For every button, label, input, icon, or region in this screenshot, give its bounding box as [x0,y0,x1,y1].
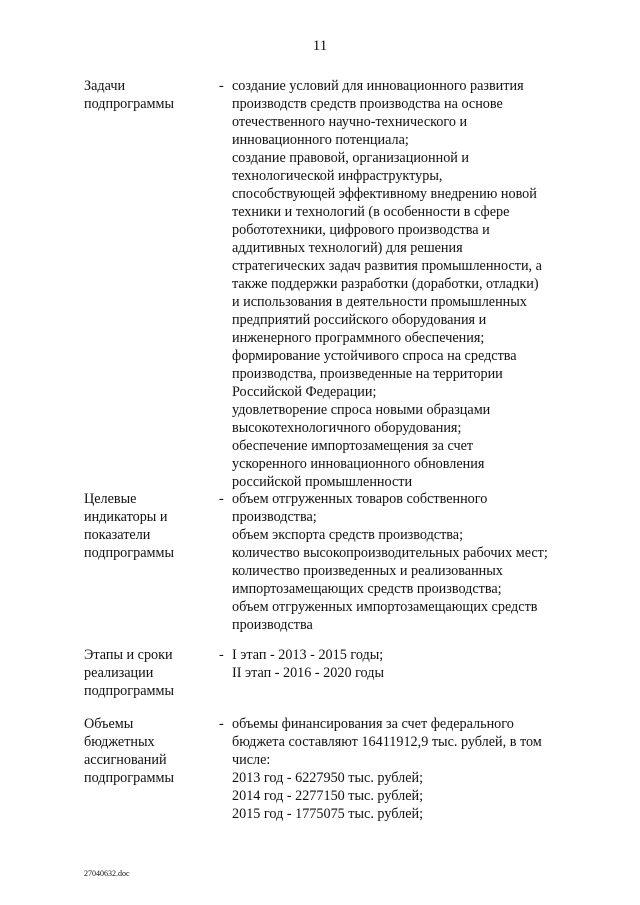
label-line: подпрограммы [84,96,174,112]
content-line: инженерного программного обеспечения; [232,330,485,346]
content-line: I этап - 2013 - 2015 годы; [232,647,384,663]
document-filename: 27040632.doc [84,869,130,878]
content-line: производства [232,617,313,633]
section-content [232,490,592,634]
content-line: и использования в деятельности промышленных [232,294,527,310]
content-line: высокотехнологичного оборудования; [232,420,462,436]
section-label [84,77,214,113]
content-line: производства; [232,509,317,525]
content-line: производства, произведенные на территории [232,366,503,382]
content-line: создание условий для инновационного развития [232,78,524,94]
label-line: подпрограммы [84,545,174,561]
content-line: аддитивных технологий) для решения [232,240,463,256]
section-label [84,490,214,562]
content-line: обеспечение импортозамещения за счет [232,438,474,454]
content-line: бюджета составляют 16411912,9 тыс. рублей, в том [232,734,542,750]
content-line: предприятий российского оборудования и [232,312,487,328]
section-label [84,646,214,700]
content-line: 2014 год - 2277150 тыс. рублей; [232,788,424,804]
label-line: показатели [84,527,151,543]
content-line: импортозамещающих средств производства; [232,581,502,597]
content-line: Российской Федерации; [232,384,377,400]
label-line: Этапы и сроки [84,647,173,663]
content-line: способствующей эффективному внедрению новой [232,186,537,202]
label-line: подпрограммы [84,770,174,786]
content-line: удовлетворение спроса новыми образцами [232,402,491,418]
label-line: ассигнований [84,752,167,768]
content-line: российской промышленности [232,474,413,490]
section-content [232,715,592,823]
label-line: Задачи [84,78,126,94]
section-content [232,77,592,491]
content-line: производств средств производства на основе [232,96,503,112]
label-line: индикаторы и [84,509,168,525]
content-line: формирование устойчивого спроса на средства [232,348,517,364]
content-line: отечественного научно-технического и [232,114,468,130]
page-number: 11 [312,38,328,54]
content-line: числе: [232,752,271,768]
content-line: II этап - 2016 - 2020 годы [232,665,384,681]
dash-marker: - [219,647,224,663]
dash-marker: - [219,491,224,507]
label-line: реализации [84,665,154,681]
content-line: объем отгруженных товаров собственного [232,491,488,507]
label-line: подпрограммы [84,683,174,699]
content-line: 2013 год - 6227950 тыс. рублей; [232,770,424,786]
content-line: объемы финансирования за счет федерального [232,716,514,732]
content-line: также поддержки разработки (доработки, отладки) [232,276,539,292]
dash-marker: - [219,78,224,94]
content-line: 2015 год - 1775075 тыс. рублей; [232,806,424,822]
dash-marker: - [219,716,224,732]
content-line: объем отгруженных импортозамещающих средств [232,599,538,615]
content-line: стратегических задач развития промышленности, а [232,258,542,274]
label-line: бюджетных [84,734,155,750]
content-line: объем экспорта средств производства; [232,527,464,543]
content-line: ускоренного инновационного обновления [232,456,485,472]
content-line: количество произведенных и реализованных [232,563,503,579]
content-line: техники и технологий (в особенности в сфере [232,204,510,220]
content-line: создание правовой, организационной и [232,150,470,166]
content-line: технологической инфраструктуры, [232,168,443,184]
content-line: инновационного потенциала; [232,132,409,148]
content-line: робототехники, цифрового производства и [232,222,490,238]
section-content [232,646,592,682]
label-line: Объемы [84,716,134,732]
content-line: количество высокопроизводительных рабочих мест; [232,545,548,561]
label-line: Целевые [84,491,137,507]
section-label [84,715,214,787]
